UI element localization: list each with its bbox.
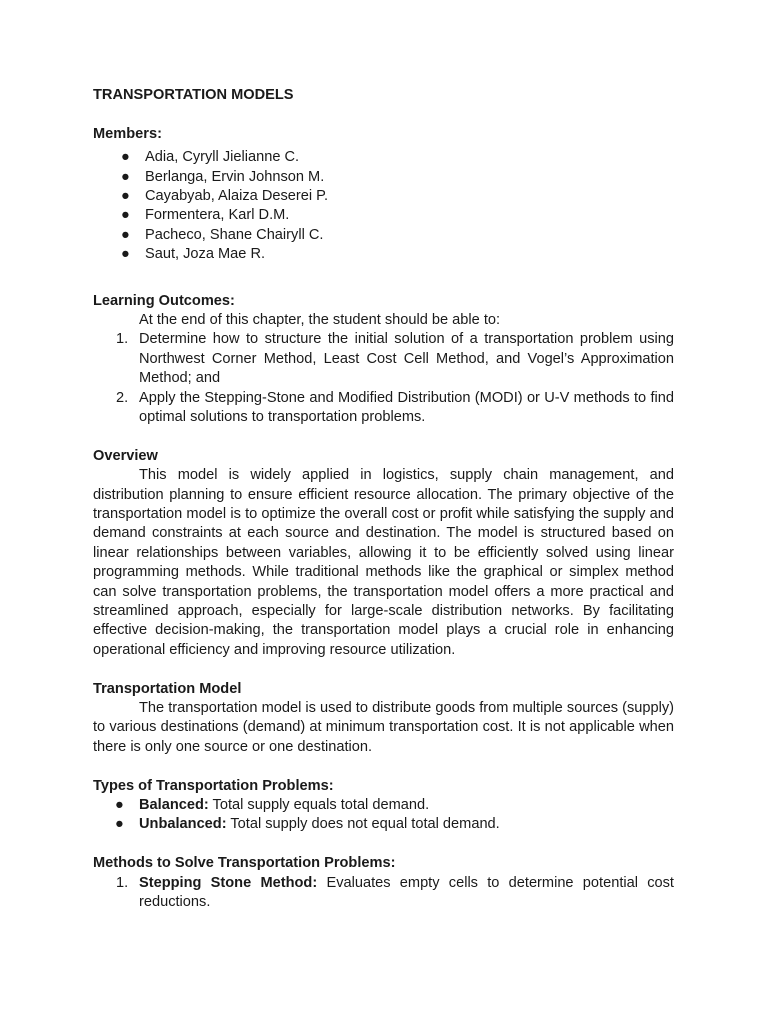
document-title: TRANSPORTATION MODELS [93, 87, 294, 103]
bullet-icon: ● [121, 149, 130, 166]
learning-outcomes-heading: Learning Outcomes: [93, 292, 235, 309]
bullet-icon: ● [121, 168, 130, 185]
bullet-icon: ● [121, 246, 130, 263]
members-heading: Members: [93, 125, 162, 142]
overview-paragraph: This model is widely applied in logistics, supply chain management, and distribution planning to ensure efficient resource allocation. The primary objective of the transportation model is to optimize the overall cost or profit while satisfying the supply and demand constraints at each source and destination. The model is structured based on linear relationships between variables, allowing it to be efficiently solved using linear programming methods. While traditional methods like the graphical or simplex method can solve transportation problems, the transportation model offers a more practical and streamlined approach, especially for large-scale distribution networks. By facilitating effective decision-making, the transportation model plays a crucial role in enhancing operational efficiency and improving resource utilization. [93, 467, 674, 658]
list-item: 1. Stepping Stone Method: Evaluates empty cells to determine potential cost reductions. [116, 874, 674, 911]
overview-heading: Overview [93, 447, 158, 464]
list-item: ● Pacheco, Shane Chairyll C. [93, 226, 674, 245]
transportation-model-paragraph: The transportation model is used to distribute goods from multiple sources (supply) to various destinations (demand) at minimum transportation cost. It is not applicable when there is only one source or one destination. [93, 700, 674, 755]
bullet-icon: ● [121, 226, 130, 243]
list-item: ● Balanced: Total supply equals total demand. [93, 796, 674, 815]
methods-list [93, 874, 674, 913]
types-heading: Types of Transportation Problems: [93, 777, 334, 794]
document-page [93, 86, 674, 912]
list-item: ● Cayabyab, Alaiza Deserei P. [93, 187, 674, 206]
bullet-icon: ● [115, 797, 124, 814]
list-item: ● Formentera, Karl D.M. [93, 206, 674, 225]
methods-heading: Methods to Solve Transportation Problems: [93, 855, 396, 872]
list-item: ● Berlanga, Ervin Johnson M. [93, 168, 674, 187]
bullet-icon: ● [121, 187, 130, 204]
members-list [93, 148, 674, 264]
bullet-icon: ● [115, 816, 124, 833]
learning-outcomes-intro: At the end of this chapter, the student should be able to: [139, 311, 501, 328]
bullet-icon: ● [121, 207, 130, 224]
list-item: ● Unbalanced: Total supply does not equal total demand. [93, 815, 674, 834]
list-item: 1. Determine how to structure the initial solution of a transportation problem using Northwest Corner Method, Least Cost Cell Method, and Vogel’s Approximation Method; and [116, 331, 674, 387]
list-item: ● Saut, Joza Mae R. [93, 245, 674, 264]
learning-outcomes-list [93, 330, 674, 427]
types-list [93, 796, 674, 835]
transportation-model-heading: Transportation Model [93, 680, 242, 697]
list-item: ● Adia, Cyryll Jielianne C. [93, 148, 674, 167]
list-item: 2. Apply the Stepping-Stone and Modified Distribution (MODI) or U-V methods to find optimal solutions to transportation problems. [116, 389, 674, 425]
